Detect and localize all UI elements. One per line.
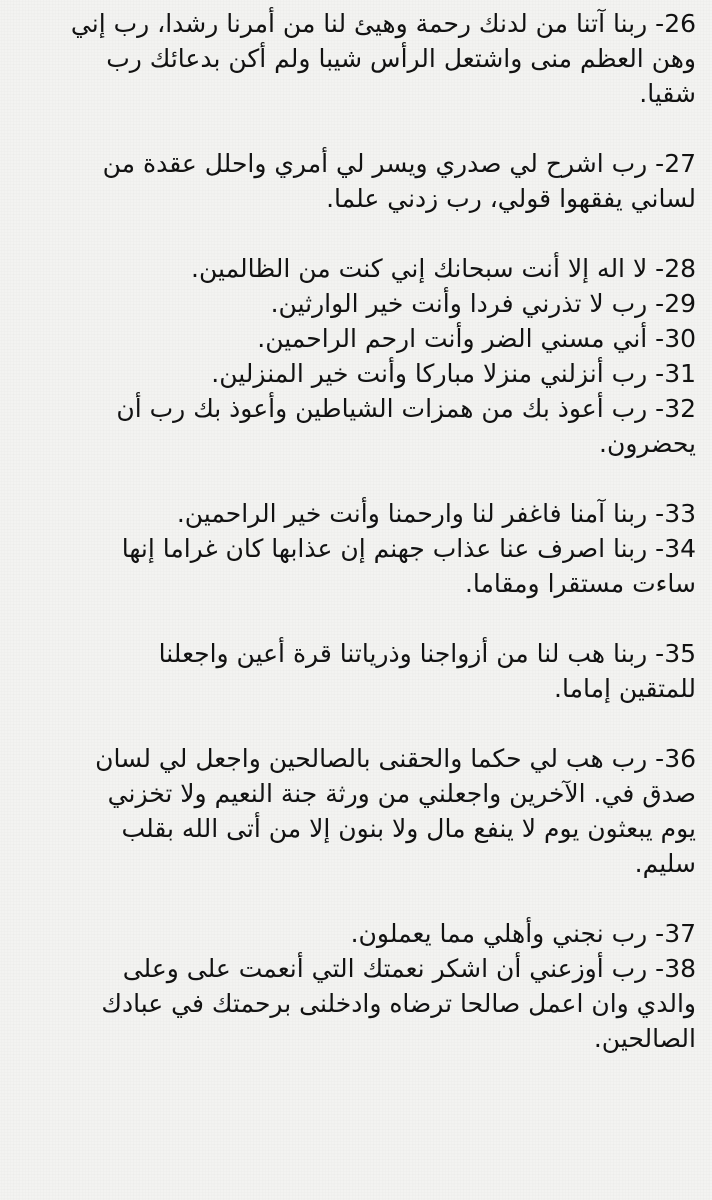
note-line: 35- ربنا هب لنا من أزواجنا وذرياتنا قرة أعين واجعلنا: [158, 639, 696, 668]
note-line: 38- رب أوزعني أن اشكر نعمتك التي أنعمت على وعلى: [122, 954, 696, 983]
note-line: 37- رب نجني وأهلي مما يعملون.: [350, 919, 696, 948]
note-line: 27- رب اشرح لي صدري ويسر لي أمري واحلل عقدة من: [102, 149, 696, 178]
note-line: لساني يفقهوا قولي، رب زدني علما.: [326, 184, 696, 213]
note-line: للمتقين إماما.: [554, 674, 696, 703]
note-line: 33- ربنا آمنا فاغفر لنا وارحمنا وأنت خير الراحمين.: [176, 499, 696, 528]
blank-line: [16, 601, 696, 636]
note-line: والدي وان اعمل صالحا ترضاه وادخلنى برحمتك في عبادك: [101, 989, 696, 1018]
note-line: 29- رب لا تذرني فردا وأنت خير الوارثين.: [270, 289, 696, 318]
note-body[interactable]: [16, 6, 696, 1056]
note-line: 31- رب أنزلني منزلا مباركا وأنت خير المنزلين.: [211, 359, 696, 388]
note-line: 30- أني مسني الضر وأنت ارحم الراحمين.: [257, 324, 696, 353]
blank-line: [16, 706, 696, 741]
note-line: 34- ربنا اصرف عنا عذاب جهنم إن عذابها كان غراما إنها: [121, 534, 696, 563]
note-line: شقيا.: [639, 79, 696, 108]
note-line: وهن العظم منى واشتعل الرأس شيبا ولم أكن بدعائك رب: [106, 44, 696, 73]
note-line: ساءت مستقرا ومقاما.: [464, 569, 696, 598]
note-line: 36- رب هب لي حكما والحقنى بالصالحين واجعل لي لسان: [95, 744, 696, 773]
note-line: سليم.: [634, 849, 696, 878]
blank-line: [16, 111, 696, 146]
note-line: 26- ربنا آتنا من لدنك رحمة وهيئ لنا من أمرنا رشدا، رب إني: [70, 9, 696, 38]
note-line: يحضرون.: [599, 429, 696, 458]
blank-line: [16, 461, 696, 496]
note-line: صدق في. الآخرين واجعلني من ورثة جنة النعيم ولا تخزني: [107, 779, 696, 808]
note-line: 28- لا اله إلا أنت سبحانك إني كنت من الظالمين.: [191, 254, 696, 283]
note-line: 32- رب أعوذ بك من همزات الشياطين وأعوذ بك رب أن: [116, 394, 696, 423]
note-line: الصالحين.: [593, 1024, 696, 1053]
blank-line: [16, 881, 696, 916]
blank-line: [16, 216, 696, 251]
note-line: يوم يبعثون يوم لا ينفع مال ولا بنون إلا من أتى الله بقلب: [121, 814, 696, 843]
